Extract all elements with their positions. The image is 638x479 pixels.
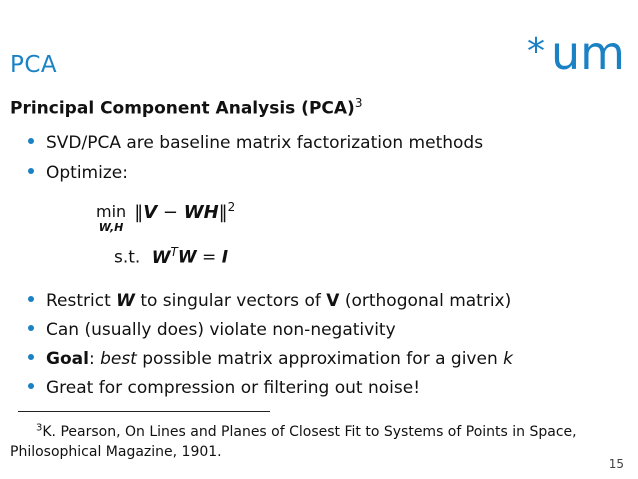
- matrix-V: V: [326, 291, 340, 311]
- bullet-dot-icon: [28, 354, 34, 360]
- bullet-text: SVD/PCA are baseline matrix factorization methods: [46, 133, 484, 153]
- min-operator: min: [96, 202, 127, 221]
- footnote-divider: [18, 411, 270, 412]
- variable-k: k: [503, 349, 513, 369]
- bullet-item: [28, 291, 511, 311]
- page-number: 15: [608, 457, 624, 471]
- bullet-dot-icon: [28, 325, 34, 331]
- transpose-mark: T: [170, 245, 178, 259]
- min-subscript: W,H: [98, 221, 124, 234]
- optimization-objective: [96, 202, 235, 240]
- footnote-line-1: K. Pearson, On Lines and Planes of Closest Fit to Systems of Points in Space,: [42, 423, 577, 440]
- bullet-item: [28, 163, 128, 183]
- bullet-text: Can (usually does) violate non-negativity: [46, 320, 396, 340]
- bullet-text: Optimize:: [46, 163, 128, 183]
- section-heading: [10, 96, 362, 119]
- bullet-text: possible matrix approximation for a given: [136, 349, 504, 369]
- footnote: [10, 418, 610, 462]
- bullet-dot-icon: [28, 383, 34, 389]
- bullet-item: [28, 133, 483, 153]
- bullet-dot-icon: [28, 138, 34, 144]
- footnote-mark: 3: [36, 422, 43, 433]
- heading-footnote-mark: 3: [354, 96, 363, 110]
- equals-sign: =: [196, 247, 222, 268]
- bullet-text: to singular vectors of: [134, 291, 327, 311]
- bullet-dot-icon: [28, 168, 34, 174]
- bullet-item: [28, 378, 420, 398]
- identity-matrix: I: [221, 247, 229, 268]
- bullet-dot-icon: [28, 296, 34, 302]
- matrix-WH: WH: [183, 202, 219, 223]
- university-logo: [525, 26, 625, 82]
- matrix-W: W: [151, 247, 171, 268]
- bullet-text: Restrict: [46, 291, 117, 311]
- bullet-item: [28, 349, 513, 369]
- norm-close: ‖: [218, 202, 228, 223]
- best-emphasis: best: [100, 349, 137, 369]
- bullet-text: Great for compression or filtering out noise!: [46, 378, 421, 398]
- heading-text: Principal Component Analysis (PCA): [10, 98, 355, 119]
- bullet-item: [28, 320, 396, 340]
- matrix-W: W: [116, 291, 135, 311]
- matrix-W: W: [177, 247, 197, 268]
- matrix-V: V: [143, 202, 158, 223]
- norm-exponent: 2: [227, 200, 236, 214]
- bullet-text: (orthogonal matrix): [339, 291, 512, 311]
- bullet-text: :: [88, 349, 101, 369]
- subject-to-label: s.t.: [114, 247, 141, 268]
- footnote-line-2: Philosophical Magazine, 1901.: [10, 443, 222, 460]
- optimization-constraint: [114, 245, 228, 268]
- norm-open: ‖: [134, 202, 144, 223]
- goal-label: Goal: [46, 349, 89, 369]
- slide-title: PCA: [10, 52, 58, 78]
- minus-sign: −: [157, 202, 184, 223]
- logo-letters: um: [551, 26, 625, 80]
- logo-star-icon: *: [527, 31, 545, 72]
